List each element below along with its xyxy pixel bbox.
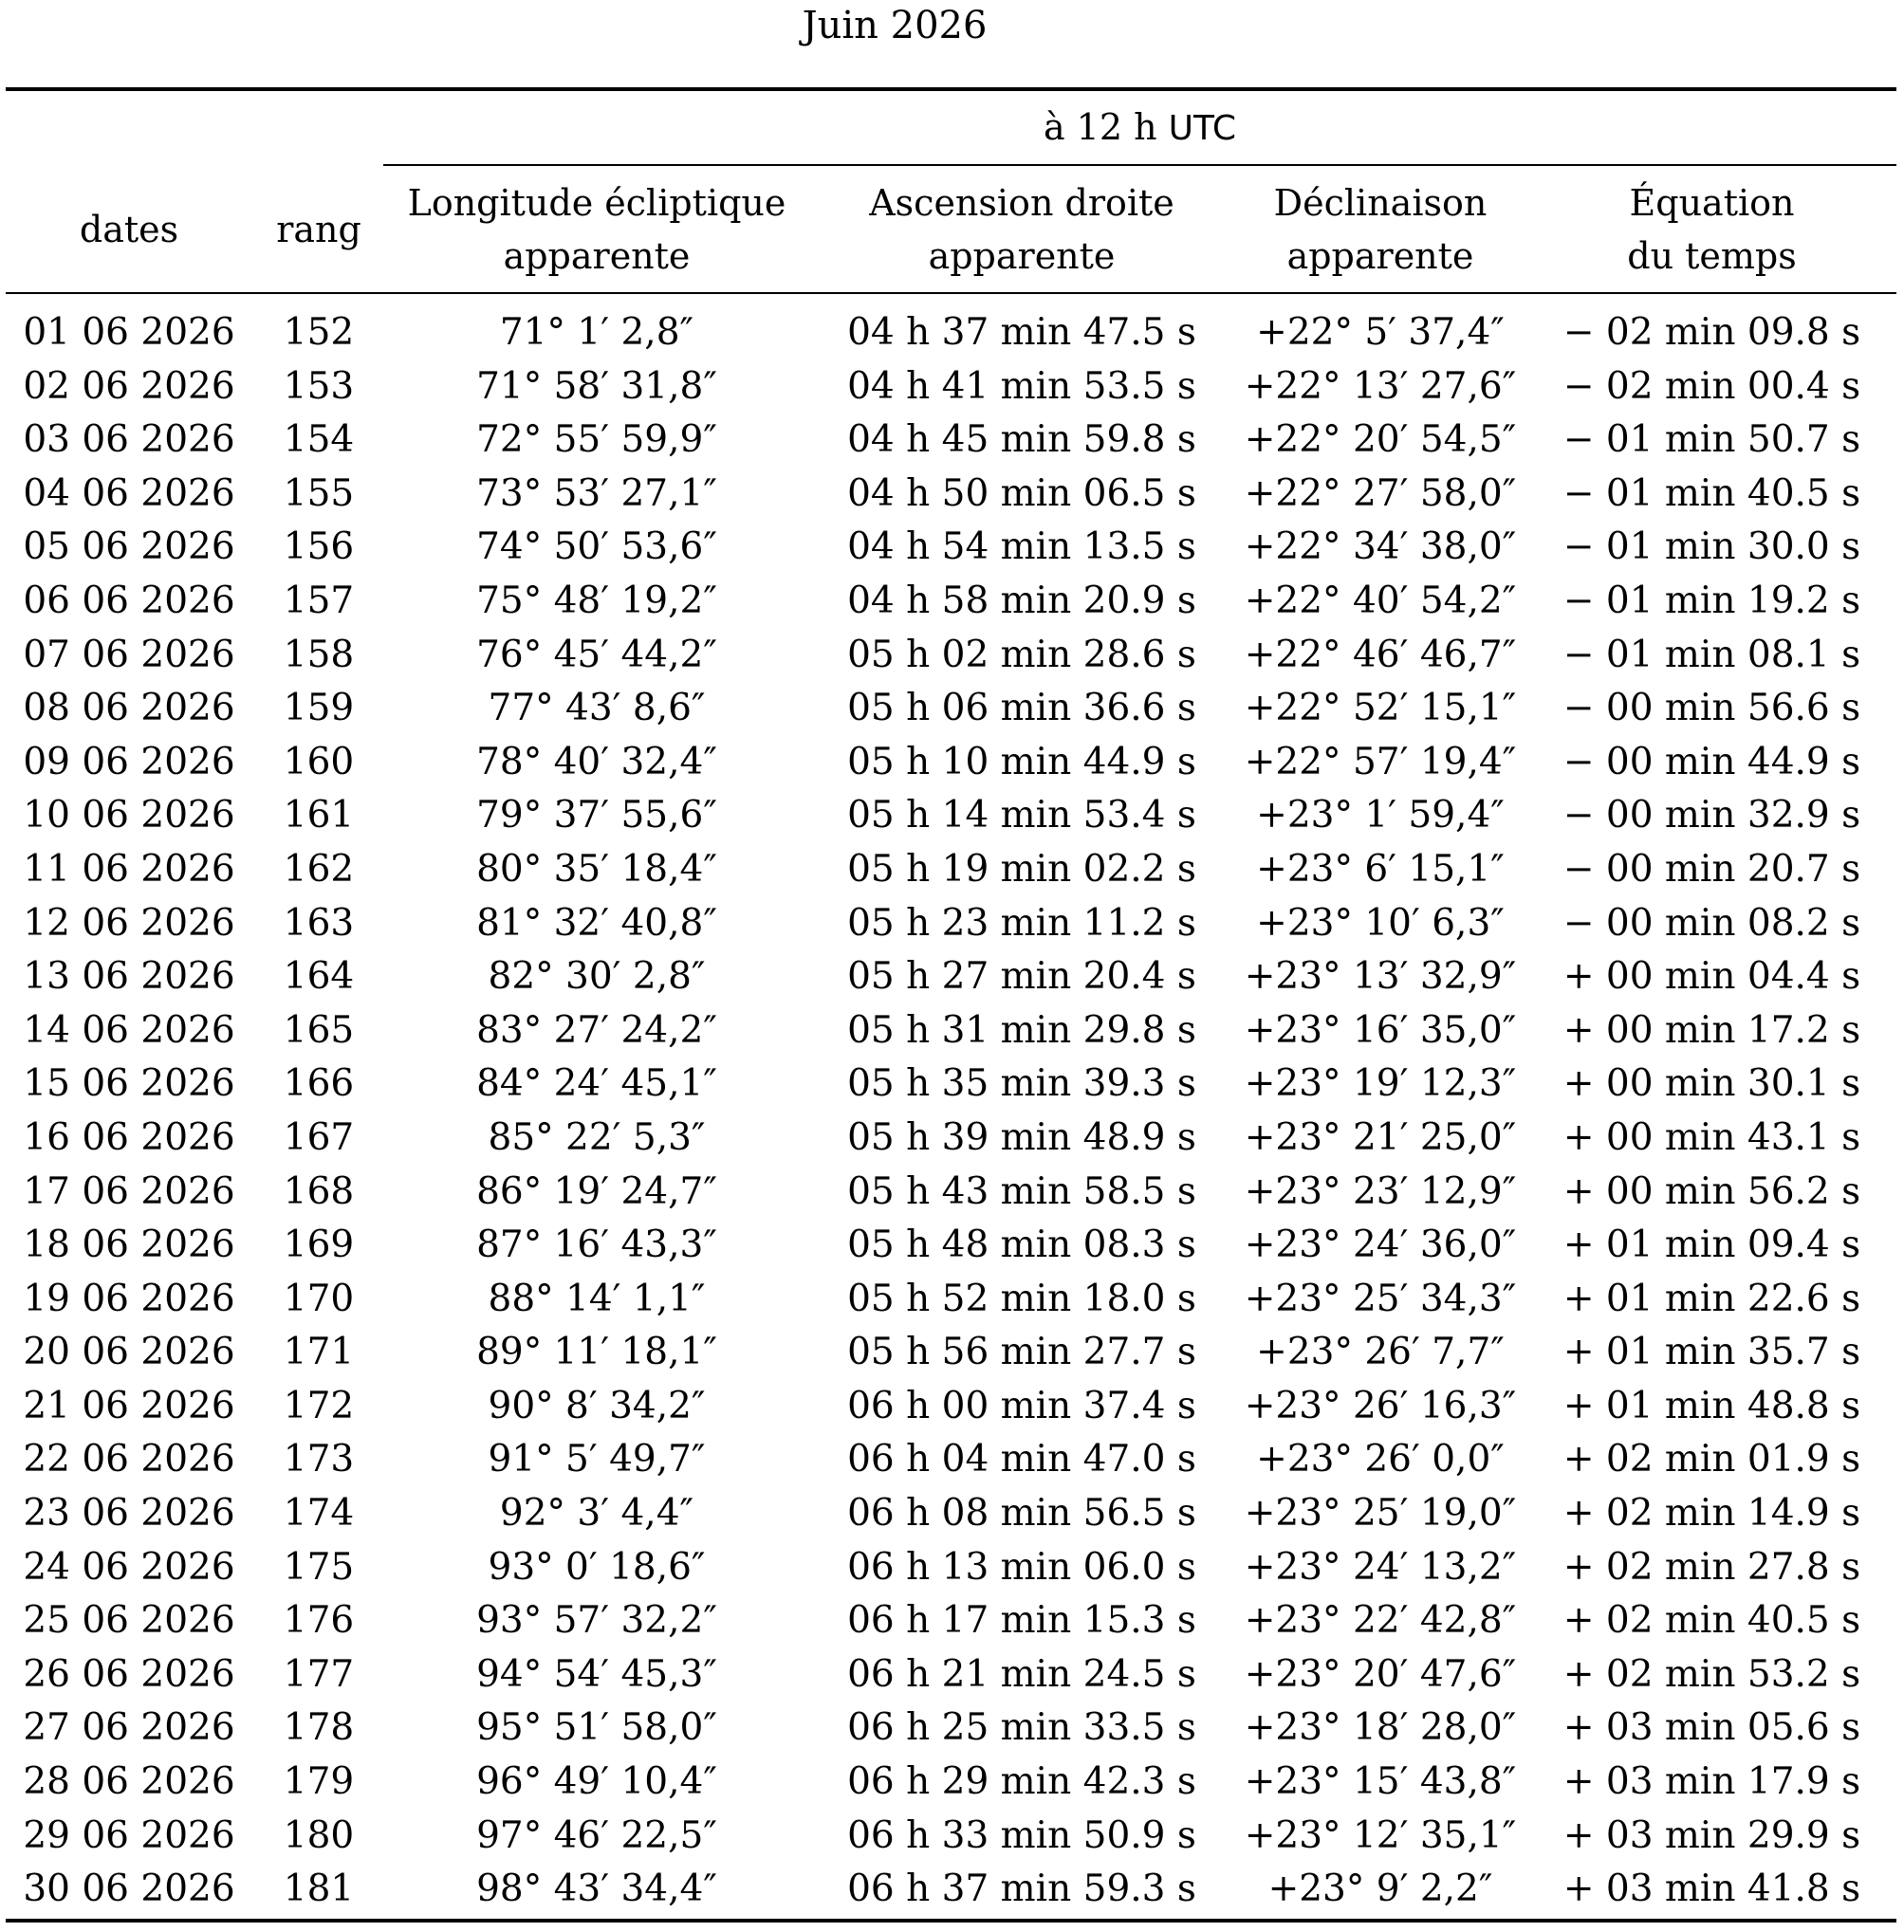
cell-rang: 179 (283, 1760, 355, 1804)
cell-rang: 178 (283, 1706, 355, 1750)
cell-ascension: 05 h 56 min 27.7 s (847, 1331, 1196, 1374)
cell-longitude: 92° 3′ 4,4″ (499, 1492, 694, 1536)
cell-rang: 176 (283, 1599, 355, 1643)
cell-date: 13 06 2026 (23, 955, 235, 999)
cell-ascension: 05 h 35 min 39.3 s (847, 1062, 1196, 1106)
cell-date: 08 06 2026 (23, 687, 235, 730)
cell-ascension: 05 h 48 min 08.3 s (847, 1224, 1196, 1267)
cell-longitude: 73° 53′ 27,1″ (476, 471, 717, 515)
cell-equation: + 03 min 29.9 s (1562, 1813, 1861, 1857)
cell-date: 18 06 2026 (23, 1224, 235, 1267)
column-header-declinaison (1233, 176, 1527, 283)
cell-ascension: 06 h 13 min 06.0 s (847, 1545, 1196, 1589)
cell-longitude: 95° 51′ 58,0″ (476, 1706, 717, 1750)
cell-longitude: 91° 5′ 49,7″ (488, 1438, 706, 1481)
cell-date: 26 06 2026 (23, 1652, 235, 1696)
column-header-equation-line1: Équation (1629, 182, 1795, 224)
cell-rang: 171 (283, 1331, 355, 1374)
cell-ascension: 04 h 54 min 13.5 s (847, 525, 1196, 569)
table-row (0, 521, 1904, 575)
cell-equation: + 02 min 01.9 s (1562, 1438, 1861, 1481)
cell-equation: + 03 min 41.8 s (1562, 1868, 1861, 1911)
cell-date: 30 06 2026 (23, 1868, 235, 1911)
cell-equation: − 01 min 30.0 s (1562, 525, 1861, 569)
cell-rang: 159 (283, 687, 355, 730)
group-header-utc: UTC (1168, 109, 1237, 148)
cell-equation: − 00 min 08.2 s (1562, 901, 1861, 945)
cell-date: 28 06 2026 (23, 1760, 235, 1804)
table-row (0, 1810, 1904, 1864)
cell-ascension: 05 h 39 min 48.9 s (847, 1115, 1196, 1159)
cell-longitude: 74° 50′ 53,6″ (476, 525, 717, 569)
cell-declinaison: +22° 13′ 27,6″ (1244, 364, 1517, 408)
column-header-dates: dates (79, 209, 179, 250)
group-header-prefix: à 12 h (1043, 106, 1157, 148)
cell-declinaison: +23° 24′ 13,2″ (1244, 1545, 1517, 1589)
cell-longitude: 78° 40′ 32,4″ (476, 740, 717, 783)
cell-equation: − 01 min 50.7 s (1562, 418, 1861, 462)
column-header-equation (1527, 176, 1896, 283)
cell-equation: − 01 min 40.5 s (1562, 471, 1861, 515)
table-row (0, 789, 1904, 843)
cell-equation: + 02 min 27.8 s (1562, 1545, 1861, 1589)
cell-longitude: 86° 19′ 24,7″ (476, 1169, 717, 1213)
cell-declinaison: +22° 46′ 46,7″ (1244, 633, 1517, 676)
cell-date: 04 06 2026 (23, 471, 235, 515)
cell-rang: 170 (283, 1277, 355, 1320)
cell-ascension: 05 h 06 min 36.6 s (847, 687, 1196, 730)
table-row (0, 468, 1904, 522)
cell-equation: + 00 min 30.1 s (1562, 1062, 1861, 1106)
cell-longitude: 89° 11′ 18,1″ (476, 1331, 717, 1374)
cell-declinaison: +22° 27′ 58,0″ (1244, 471, 1517, 515)
cell-equation: + 01 min 09.4 s (1562, 1224, 1861, 1267)
cell-declinaison: +22° 40′ 54,2″ (1244, 579, 1517, 622)
cell-declinaison: +23° 25′ 19,0″ (1244, 1492, 1517, 1536)
cell-equation: + 00 min 04.4 s (1562, 955, 1861, 999)
cell-ascension: 05 h 52 min 18.0 s (847, 1277, 1196, 1320)
cell-rang: 157 (283, 579, 355, 622)
cell-equation: − 01 min 08.1 s (1562, 633, 1861, 676)
cell-longitude: 71° 58′ 31,8″ (476, 364, 717, 408)
cell-equation: + 02 min 40.5 s (1562, 1599, 1861, 1643)
cell-longitude: 79° 37′ 55,6″ (476, 794, 717, 837)
cell-longitude: 82° 30′ 2,8″ (488, 955, 706, 999)
cell-rang: 155 (283, 471, 355, 515)
cell-declinaison: +23° 21′ 25,0″ (1244, 1115, 1517, 1159)
cell-equation: + 03 min 05.6 s (1562, 1706, 1861, 1750)
table-row (0, 575, 1904, 629)
cell-equation: − 00 min 44.9 s (1562, 740, 1861, 783)
table-row (0, 1487, 1904, 1541)
group-header (383, 99, 1896, 157)
cell-equation: − 00 min 32.9 s (1562, 794, 1861, 837)
cell-rang: 180 (283, 1813, 355, 1857)
column-header-declinaison-line2: apparente (1286, 235, 1474, 277)
cell-rang: 168 (283, 1169, 355, 1213)
cell-date: 27 06 2026 (23, 1706, 235, 1750)
cell-declinaison: +23° 13′ 32,9″ (1244, 955, 1517, 999)
table-row (0, 1166, 1904, 1220)
group-header-rule (383, 164, 1896, 166)
cell-declinaison: +23° 26′ 16,3″ (1244, 1384, 1517, 1427)
cell-equation: − 00 min 20.7 s (1562, 847, 1861, 891)
table-row (0, 682, 1904, 736)
cell-date: 14 06 2026 (23, 1008, 235, 1052)
cell-rang: 175 (283, 1545, 355, 1589)
cell-longitude: 77° 43′ 8,6″ (488, 687, 706, 730)
cell-date: 21 06 2026 (23, 1384, 235, 1427)
cell-ascension: 04 h 50 min 06.5 s (847, 471, 1196, 515)
cell-ascension: 04 h 45 min 59.8 s (847, 418, 1196, 462)
cell-longitude: 98° 43′ 34,4″ (476, 1868, 717, 1911)
cell-date: 25 06 2026 (23, 1599, 235, 1643)
cell-declinaison: +23° 24′ 36,0″ (1244, 1224, 1517, 1267)
table-row (0, 736, 1904, 790)
cell-longitude: 75° 48′ 19,2″ (476, 579, 717, 622)
cell-rang: 154 (283, 418, 355, 462)
cell-rang: 172 (283, 1384, 355, 1427)
cell-equation: + 00 min 17.2 s (1562, 1008, 1861, 1052)
cell-ascension: 05 h 23 min 11.2 s (847, 901, 1196, 945)
cell-date: 11 06 2026 (23, 847, 235, 891)
cell-declinaison: +23° 26′ 0,0″ (1256, 1438, 1505, 1481)
column-header-longitude-line2: apparente (503, 235, 691, 277)
column-header-rang: rang (276, 209, 361, 250)
cell-equation: − 02 min 09.8 s (1562, 311, 1861, 354)
cell-declinaison: +22° 20′ 54,5″ (1244, 418, 1517, 462)
table-row (0, 843, 1904, 897)
column-header-declinaison-line1: Déclinaison (1273, 182, 1488, 224)
table-row (0, 1594, 1904, 1648)
cell-ascension: 05 h 14 min 53.4 s (847, 794, 1196, 837)
header-bottom-rule (6, 292, 1896, 294)
cell-longitude: 93° 57′ 32,2″ (476, 1599, 717, 1643)
cell-ascension: 06 h 29 min 42.3 s (847, 1760, 1196, 1804)
table-row (0, 1112, 1904, 1166)
cell-ascension: 06 h 17 min 15.3 s (847, 1599, 1196, 1643)
cell-equation: + 02 min 14.9 s (1562, 1492, 1861, 1536)
cell-equation: + 01 min 48.8 s (1562, 1384, 1861, 1427)
cell-ascension: 06 h 00 min 37.4 s (847, 1384, 1196, 1427)
cell-ascension: 06 h 25 min 33.5 s (847, 1706, 1196, 1750)
cell-rang: 167 (283, 1115, 355, 1159)
cell-rang: 156 (283, 525, 355, 569)
page-title: Juin 2026 (802, 4, 988, 47)
table-row (0, 1058, 1904, 1112)
cell-date: 19 06 2026 (23, 1277, 235, 1320)
cell-rang: 163 (283, 901, 355, 945)
cell-ascension: 05 h 19 min 02.2 s (847, 847, 1196, 891)
cell-equation: − 01 min 19.2 s (1562, 579, 1861, 622)
cell-declinaison: +23° 6′ 15,1″ (1256, 847, 1505, 891)
cell-rang: 169 (283, 1224, 355, 1267)
table-row (0, 1433, 1904, 1487)
cell-longitude: 87° 16′ 43,3″ (476, 1224, 717, 1267)
cell-date: 07 06 2026 (23, 633, 235, 676)
cell-date: 02 06 2026 (23, 364, 235, 408)
cell-equation: − 02 min 00.4 s (1562, 364, 1861, 408)
cell-longitude: 88° 14′ 1,1″ (488, 1277, 706, 1320)
cell-longitude: 94° 54′ 45,3″ (476, 1652, 717, 1696)
cell-ascension: 06 h 21 min 24.5 s (847, 1652, 1196, 1696)
table-row (0, 360, 1904, 414)
cell-rang: 181 (283, 1868, 355, 1911)
cell-date: 05 06 2026 (23, 525, 235, 569)
cell-rang: 158 (283, 633, 355, 676)
cell-rang: 165 (283, 1008, 355, 1052)
cell-longitude: 84° 24′ 45,1″ (476, 1062, 717, 1106)
cell-longitude: 81° 32′ 40,8″ (476, 901, 717, 945)
cell-date: 29 06 2026 (23, 1813, 235, 1857)
cell-ascension: 05 h 31 min 29.8 s (847, 1008, 1196, 1052)
cell-rang: 162 (283, 847, 355, 891)
cell-declinaison: +23° 18′ 28,0″ (1244, 1706, 1517, 1750)
cell-date: 06 06 2026 (23, 579, 235, 622)
table-row (0, 1756, 1904, 1810)
cell-declinaison: +22° 52′ 15,1″ (1244, 687, 1517, 730)
cell-declinaison: +23° 15′ 43,8″ (1244, 1760, 1517, 1804)
cell-ascension: 06 h 33 min 50.9 s (847, 1813, 1196, 1857)
cell-longitude: 96° 49′ 10,4″ (476, 1760, 717, 1804)
cell-ascension: 04 h 58 min 20.9 s (847, 579, 1196, 622)
table-row (0, 1648, 1904, 1702)
cell-rang: 174 (283, 1492, 355, 1536)
cell-longitude: 72° 55′ 59,9″ (476, 418, 717, 462)
cell-date: 09 06 2026 (23, 740, 235, 783)
table-row (0, 414, 1904, 468)
cell-ascension: 05 h 10 min 44.9 s (847, 740, 1196, 783)
cell-rang: 173 (283, 1438, 355, 1481)
column-header-longitude (383, 176, 810, 283)
cell-ascension: 05 h 27 min 20.4 s (847, 955, 1196, 999)
cell-declinaison: +23° 16′ 35,0″ (1244, 1008, 1517, 1052)
cell-rang: 153 (283, 364, 355, 408)
cell-declinaison: +23° 12′ 35,1″ (1244, 1813, 1517, 1857)
cell-declinaison: +22° 5′ 37,4″ (1256, 311, 1505, 354)
table-row (0, 1326, 1904, 1380)
table-body (0, 306, 1904, 1917)
cell-longitude: 71° 1′ 2,8″ (499, 311, 694, 354)
cell-declinaison: +23° 25′ 34,3″ (1244, 1277, 1517, 1320)
cell-equation: + 01 min 22.6 s (1562, 1277, 1861, 1320)
cell-date: 01 06 2026 (23, 311, 235, 354)
table-top-rule (6, 87, 1896, 91)
cell-date: 15 06 2026 (23, 1062, 235, 1106)
cell-declinaison: +23° 23′ 12,9″ (1244, 1169, 1517, 1213)
table-row (0, 1004, 1904, 1058)
table-row (0, 1273, 1904, 1327)
cell-equation: + 03 min 17.9 s (1562, 1760, 1861, 1804)
cell-declinaison: +23° 10′ 6,3″ (1256, 901, 1505, 945)
table-row (0, 629, 1904, 683)
cell-date: 22 06 2026 (23, 1438, 235, 1481)
cell-date: 16 06 2026 (23, 1115, 235, 1159)
cell-ascension: 06 h 08 min 56.5 s (847, 1492, 1196, 1536)
table-row (0, 1380, 1904, 1434)
cell-date: 17 06 2026 (23, 1169, 235, 1213)
column-header-longitude-line1: Longitude écliptique (407, 182, 786, 224)
cell-ascension: 06 h 04 min 47.0 s (847, 1438, 1196, 1481)
cell-date: 20 06 2026 (23, 1331, 235, 1374)
cell-rang: 166 (283, 1062, 355, 1106)
table-row (0, 306, 1904, 360)
column-header-ascension (810, 176, 1233, 283)
cell-rang: 160 (283, 740, 355, 783)
table-row (0, 1863, 1904, 1917)
cell-equation: + 00 min 56.2 s (1562, 1169, 1861, 1213)
table-row (0, 1541, 1904, 1595)
cell-ascension: 04 h 37 min 47.5 s (847, 311, 1196, 354)
cell-longitude: 93° 0′ 18,6″ (488, 1545, 706, 1589)
table-row (0, 1702, 1904, 1756)
cell-date: 24 06 2026 (23, 1545, 235, 1589)
cell-rang: 164 (283, 955, 355, 999)
cell-date: 23 06 2026 (23, 1492, 235, 1536)
cell-longitude: 97° 46′ 22,5″ (476, 1813, 717, 1857)
cell-longitude: 76° 45′ 44,2″ (476, 633, 717, 676)
table-bottom-rule (6, 1919, 1896, 1923)
cell-ascension: 06 h 37 min 59.3 s (847, 1868, 1196, 1911)
cell-longitude: 85° 22′ 5,3″ (488, 1115, 706, 1159)
cell-declinaison: +23° 19′ 12,3″ (1244, 1062, 1517, 1106)
cell-ascension: 04 h 41 min 53.5 s (847, 364, 1196, 408)
cell-rang: 161 (283, 794, 355, 837)
cell-declinaison: +22° 34′ 38,0″ (1244, 525, 1517, 569)
cell-declinaison: +22° 57′ 19,4″ (1244, 740, 1517, 783)
column-header-ascension-line2: apparente (928, 235, 1116, 277)
table-row (0, 897, 1904, 951)
cell-declinaison: +23° 9′ 2,2″ (1267, 1868, 1493, 1911)
cell-declinaison: +23° 1′ 59,4″ (1256, 794, 1505, 837)
cell-declinaison: +23° 26′ 7,7″ (1256, 1331, 1505, 1374)
cell-longitude: 83° 27′ 24,2″ (476, 1008, 717, 1052)
cell-date: 03 06 2026 (23, 418, 235, 462)
cell-equation: + 02 min 53.2 s (1562, 1652, 1861, 1696)
cell-ascension: 05 h 02 min 28.6 s (847, 633, 1196, 676)
cell-equation: + 01 min 35.7 s (1562, 1331, 1861, 1374)
cell-longitude: 80° 35′ 18,4″ (476, 847, 717, 891)
column-header-ascension-line1: Ascension droite (869, 182, 1174, 224)
column-header-equation-line2: du temps (1627, 235, 1797, 277)
cell-declinaison: +23° 22′ 42,8″ (1244, 1599, 1517, 1643)
cell-equation: + 00 min 43.1 s (1562, 1115, 1861, 1159)
table-row (0, 950, 1904, 1004)
cell-equation: − 00 min 56.6 s (1562, 687, 1861, 730)
cell-date: 10 06 2026 (23, 794, 235, 837)
cell-rang: 177 (283, 1652, 355, 1696)
cell-ascension: 05 h 43 min 58.5 s (847, 1169, 1196, 1213)
cell-longitude: 90° 8′ 34,2″ (488, 1384, 706, 1427)
table-row (0, 1219, 1904, 1273)
cell-declinaison: +23° 20′ 47,6″ (1244, 1652, 1517, 1696)
cell-date: 12 06 2026 (23, 901, 235, 945)
cell-rang: 152 (283, 311, 355, 354)
